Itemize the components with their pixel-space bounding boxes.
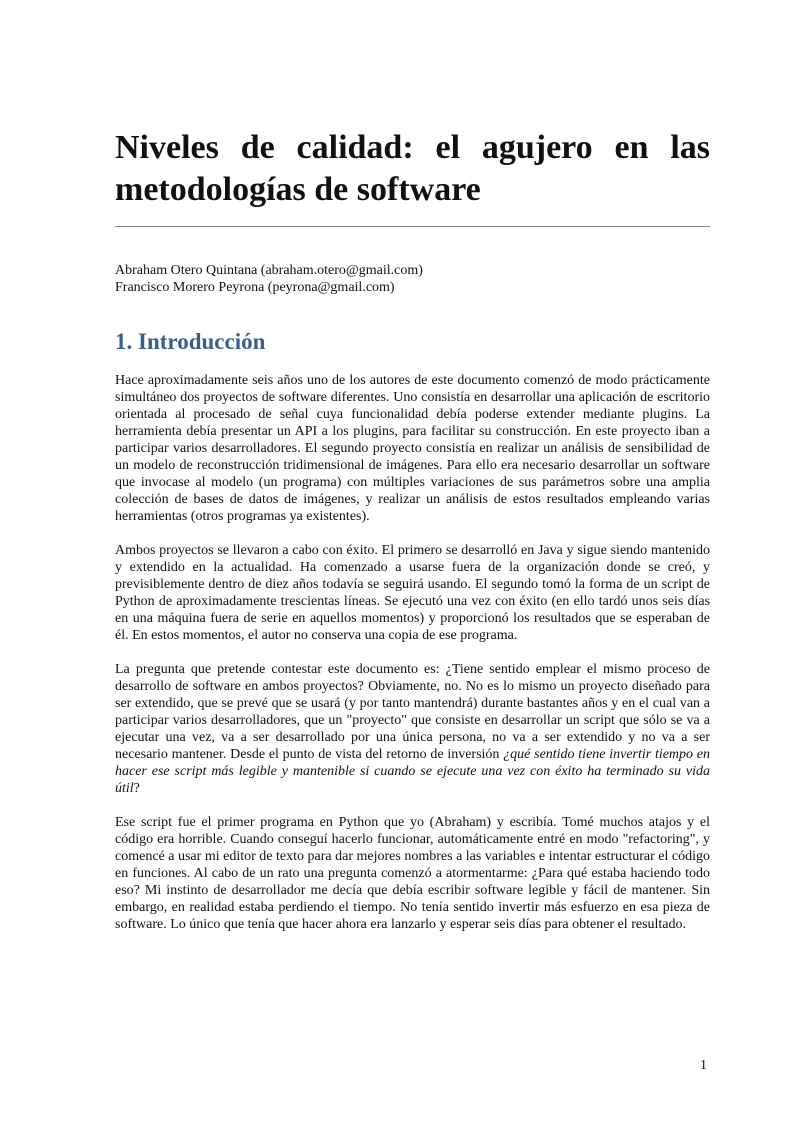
author-list bbox=[115, 262, 710, 296]
paragraph-text: La pregunta que pretende contestar este documento es: ¿Tiene sentido emplear el mismo proceso de desarrollo de software en ambos proyectos? Obviamente, no. No es lo mismo un proyecto diseñado para ser extendido, que se prevé que se usará (y por tanto mantendrá) durante bastantes años y en el cual van a participar varios desarrolladores, que un "proyecto" que consiste en desarrollar un script que sólo se va a ejecutar una vez, va a ser desarrollado por una única persona, no va a ser extendido y no va a ser necesario mantener. Desde el punto de vista del retorno de inversión bbox=[115, 662, 710, 762]
paragraph-text: ? bbox=[133, 781, 140, 796]
page-number: 1 bbox=[700, 1058, 707, 1073]
paragraph bbox=[115, 661, 710, 797]
italic-question: ¿qué sentido tiene invertir tiempo en hacer ese script más legible y mantenible si cuando se ejecute una vez con éxito ha terminado su vida útil bbox=[115, 747, 710, 796]
paragraph: Ese script fue el primer programa en Python que yo (Abraham) y escribía. Tomé muchos atajos y el código era horrible. Cuando conseguí hacerlo funcionar, automáticamente entré en modo "refactoring", y comencé a usar mi editor de texto para dar mejores nombres a las variables e intentar estructurar el código en funciones. Al cabo de un rato una pregunta comenzó a atormentarme: ¿Para qué estaba haciendo todo eso? Mi instinto de desarrollador me decía que debía escribir software legible y fácil de mantener. Sin embargo, en realidad estaba perdiendo el tiempo. No tenía sentido invertir más esfuerzo en esa pieza de software. Lo único que tenía que hacer ahora era lanzarlo y esperar seis días para obtener el resultado. bbox=[115, 815, 710, 932]
document-title: Niveles de calidad: el agujero en las metodologías de software bbox=[115, 129, 710, 208]
author-line: Abraham Otero Quintana (abraham.otero@gmail.com) bbox=[115, 263, 423, 278]
paragraph: Ambos proyectos se llevaron a cabo con éxito. El primero se desarrolló en Java y sigue siendo mantenido y extendido en la actualidad. Ha comenzado a usarse fuera de la organización donde se creó, y previsiblemente dentro de diez años todavía se seguirá usando. El segundo tomó la forma de un script de Python de aproximadamente trescientas líneas. Se ejecutó una vez con éxito (en ello tardó unos seis días en una máquina fuera de serie en aquellos momentos) y proporcionó los resultados que se esperaban de él. En estos momentos, el autor no conserva una copia de ese programa. bbox=[115, 543, 710, 643]
paragraph: Hace aproximadamente seis años uno de los autores de este documento comenzó de modo prácticamente simultáneo dos proyectos de software diferentes. Uno consistía en desarrollar una aplicación de escritorio orientada al procesado de señal cuya funcionalidad debía poderse extender mediante plugins. La herramienta debía presentar un API a los plugins, para facilitar su construcción. En este proyecto iban a participar varios desarrolladores. El segundo proyecto consistía en realizar un análisis de sensibilidad de un modelo de reconstrucción tridimensional de imágenes. Para ello era necesario desarrollar un software que invocase al modelo (un programa) con múltiples variaciones de sus parámetros sobre una amplia colección de bases de datos de imágenes, y realizar un análisis de estos resultados empleando varias herramientas (otros programas ya existentes). bbox=[115, 373, 710, 524]
author-line: Francisco Morero Peyrona (peyrona@gmail.com) bbox=[115, 280, 395, 295]
title-divider bbox=[115, 226, 710, 227]
document-body bbox=[115, 372, 710, 950]
section-heading: 1. Introducción bbox=[115, 329, 266, 354]
